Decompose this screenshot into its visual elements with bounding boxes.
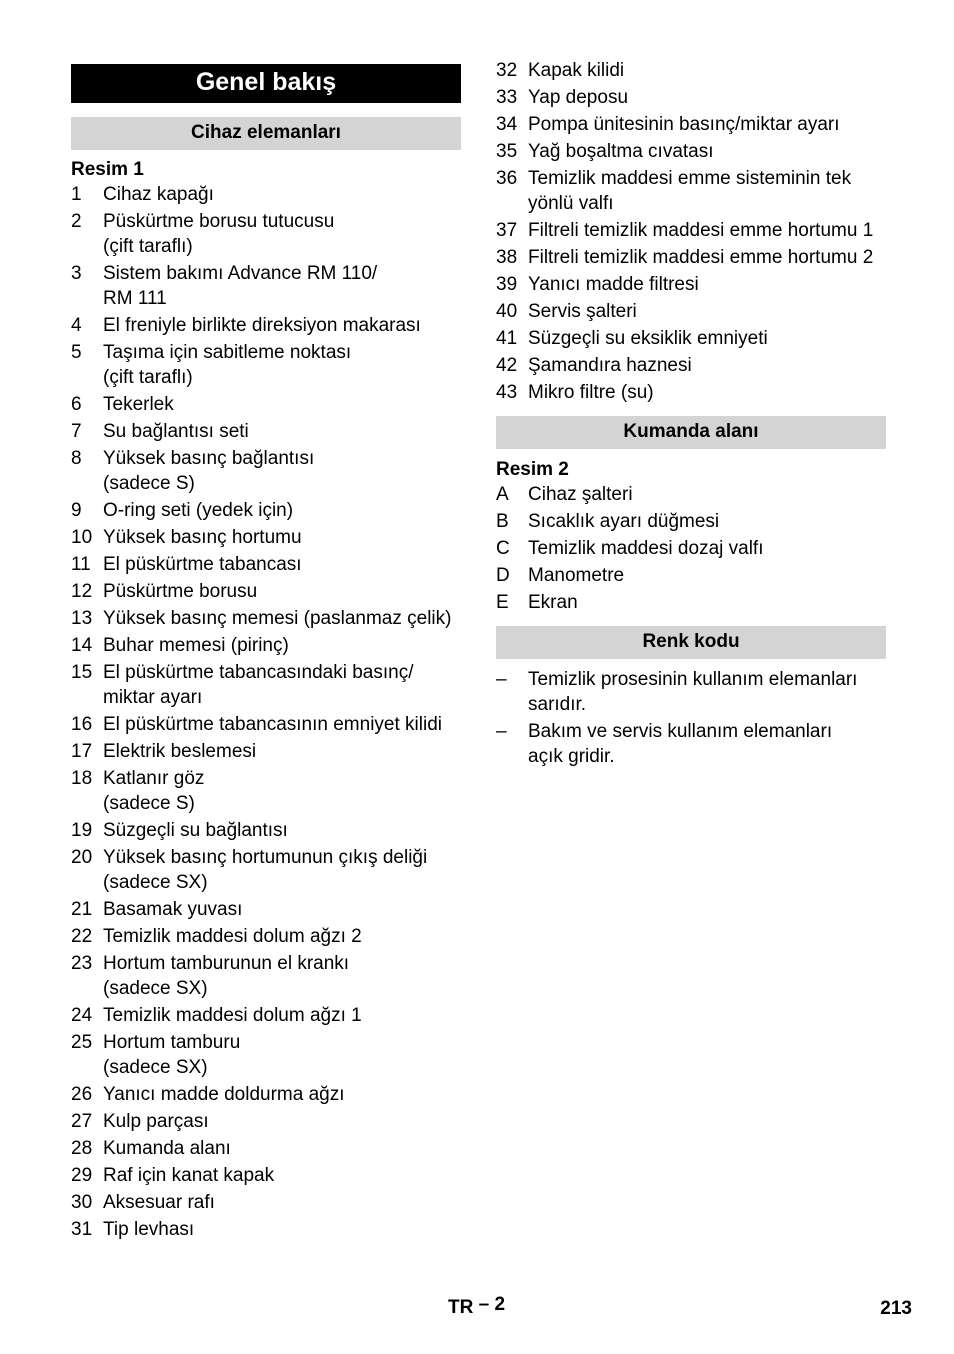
item-text: Su bağlantısı seti (103, 421, 249, 442)
list-item (71, 209, 461, 259)
item-text: Elektrik beslemesi (103, 741, 257, 762)
item-text: Kumanda alanı (103, 1138, 231, 1159)
item-number: 18 (71, 768, 93, 789)
item-number: 1 (71, 184, 82, 205)
device-parts-list-continued (496, 58, 886, 405)
item-text: Temizlik maddesi dolum ağzı 1 (103, 1005, 362, 1026)
item-number: 39 (496, 274, 518, 295)
item-number: C (496, 538, 510, 559)
list-item (71, 313, 461, 338)
list-item (71, 182, 461, 207)
item-number: 2 (71, 211, 82, 232)
item-number: 16 (71, 714, 93, 735)
item-text: Filtreli temizlik maddesi emme hortumu 1 (528, 220, 874, 241)
list-item (71, 951, 461, 1001)
item-number: – (496, 721, 507, 742)
item-number: 43 (496, 382, 518, 403)
item-text: Temizlik prosesinin kullanım elemanları sarıdır. (528, 669, 858, 715)
page-title: Genel bakış (71, 64, 461, 103)
item-number: 10 (71, 527, 93, 548)
figure-label-1: Resim 1 (71, 159, 144, 180)
item-text: O-ring seti (yedek için) (103, 500, 294, 521)
footer-lang-code: TR (448, 1297, 474, 1318)
list-item (71, 712, 461, 737)
item-text: Ekran (528, 592, 578, 613)
item-text: Püskürtme borusu (103, 581, 258, 602)
item-text: Yüksek basınç hortumunun çıkış deliği (sadece SX) (103, 847, 428, 893)
item-number: 23 (71, 953, 93, 974)
footer-language (448, 1294, 506, 1319)
item-number: 36 (496, 168, 518, 189)
item-text: Kapak kilidi (528, 60, 625, 81)
list-item (496, 380, 886, 405)
list-item (496, 58, 886, 83)
item-text: Yağ boşaltma cıvatası (528, 141, 714, 162)
list-item (71, 1190, 461, 1215)
footer-page-ref: – 2 (478, 1294, 506, 1315)
item-number: 41 (496, 328, 518, 349)
list-item (71, 1163, 461, 1188)
item-number: 24 (71, 1005, 93, 1026)
item-number: 34 (496, 114, 518, 135)
item-number: 27 (71, 1111, 93, 1132)
item-text: Temizlik maddesi dolum ağzı 2 (103, 926, 362, 947)
list-item (71, 1217, 461, 1242)
list-item (71, 261, 461, 311)
item-number: 19 (71, 820, 93, 841)
item-text: Yüksek basınç bağlantısı (sadece S) (103, 448, 315, 494)
item-text: Hortum tamburu (sadece SX) (103, 1032, 241, 1078)
list-item (71, 1030, 461, 1080)
item-text: Yüksek basınç memesi (paslanmaz çelik) (103, 608, 452, 629)
item-number: 30 (71, 1192, 93, 1213)
item-text: Temizlik maddesi dozaj valfı (528, 538, 764, 559)
item-number: 21 (71, 899, 93, 920)
list-item (496, 326, 886, 351)
list-item (71, 1082, 461, 1107)
item-number: 3 (71, 263, 82, 284)
list-item (496, 272, 886, 297)
item-text: Tip levhası (103, 1219, 195, 1240)
item-number: 32 (496, 60, 518, 81)
item-number: 4 (71, 315, 82, 336)
item-text: Yap deposu (528, 87, 629, 108)
item-text: Servis şalteri (528, 301, 637, 322)
item-number: 31 (71, 1219, 93, 1240)
list-item (71, 739, 461, 764)
item-number: – (496, 669, 507, 690)
list-item (496, 482, 886, 507)
right-column (496, 58, 886, 771)
list-item (71, 498, 461, 523)
item-text: Hortum tamburunun el krankı (sadece SX) (103, 953, 350, 999)
item-text: Süzgeçli su bağlantısı (103, 820, 288, 841)
item-number: 25 (71, 1032, 93, 1053)
item-text: Süzgeçli su eksiklik emniyeti (528, 328, 768, 349)
list-item (71, 419, 461, 444)
section-heading-device: Cihaz elemanları (71, 117, 461, 150)
item-text: Pompa ünitesinin basınç/miktar ayarı (528, 114, 840, 135)
item-number: D (496, 565, 510, 586)
item-text: Katlanır göz (sadece S) (103, 768, 205, 814)
list-item (71, 525, 461, 550)
control-panel-list (496, 482, 886, 615)
list-item (71, 766, 461, 816)
list-item (71, 552, 461, 577)
item-number: 35 (496, 141, 518, 162)
item-text: Cihaz kapağı (103, 184, 214, 205)
item-number: 28 (71, 1138, 93, 1159)
list-item (496, 245, 886, 270)
list-item (71, 446, 461, 496)
item-number: 20 (71, 847, 93, 868)
list-item (496, 667, 886, 717)
list-item (71, 924, 461, 949)
list-item (71, 340, 461, 390)
item-number: 13 (71, 608, 93, 629)
item-number: A (496, 484, 509, 505)
list-item (71, 660, 461, 710)
list-item (71, 633, 461, 658)
item-text: Mikro filtre (su) (528, 382, 654, 403)
item-number: 40 (496, 301, 518, 322)
section-heading-control: Kumanda alanı (496, 416, 886, 449)
list-item (71, 1003, 461, 1028)
item-text: Yanıcı madde doldurma ağzı (103, 1084, 345, 1105)
section-heading-color: Renk kodu (496, 626, 886, 659)
item-number: 14 (71, 635, 93, 656)
item-number: 7 (71, 421, 82, 442)
list-item (496, 536, 886, 561)
item-text: Tekerlek (103, 394, 174, 415)
item-number: 15 (71, 662, 93, 683)
list-item (496, 299, 886, 324)
list-item (71, 1109, 461, 1134)
item-number: 42 (496, 355, 518, 376)
device-parts-list (71, 182, 461, 1242)
item-text: Şamandıra haznesi (528, 355, 692, 376)
item-text: El püskürtme tabancası (103, 554, 302, 575)
list-item (496, 353, 886, 378)
item-number: 22 (71, 926, 93, 947)
item-text: Kulp parçası (103, 1111, 209, 1132)
list-item (496, 166, 886, 216)
list-item (496, 112, 886, 137)
item-number: 12 (71, 581, 93, 602)
item-text: Yanıcı madde filtresi (528, 274, 699, 295)
list-item (496, 85, 886, 110)
item-text: Manometre (528, 565, 625, 586)
item-number: 9 (71, 500, 82, 521)
item-text: Raf için kanat kapak (103, 1165, 275, 1186)
list-item (496, 719, 886, 769)
item-text: Temizlik maddesi emme sisteminin tek yönlü valfı (528, 168, 852, 214)
item-number: 38 (496, 247, 518, 268)
left-column (71, 64, 461, 1244)
list-item (496, 590, 886, 615)
figure-label-2: Resim 2 (496, 459, 569, 480)
item-text: Püskürtme borusu tutucusu (çift taraflı) (103, 211, 335, 257)
item-text: El püskürtme tabancasının emniyet kilidi (103, 714, 442, 735)
item-number: 37 (496, 220, 518, 241)
item-number: 11 (71, 554, 91, 575)
item-number: B (496, 511, 509, 532)
list-item (71, 897, 461, 922)
list-item (496, 218, 886, 243)
item-text: Sistem bakımı Advance RM 110/ RM 111 (103, 263, 378, 309)
list-item (71, 579, 461, 604)
item-number: 33 (496, 87, 518, 108)
item-number: E (496, 592, 509, 613)
item-text: Taşıma için sabitleme noktası (çift taraflı) (103, 342, 352, 388)
page-number: 213 (880, 1298, 912, 1319)
list-item (71, 392, 461, 417)
item-text: El freniyle birlikte direksiyon makarası (103, 315, 421, 336)
item-text: El püskürtme tabancasındaki basınç/ miktar ayarı (103, 662, 414, 708)
item-number: 29 (71, 1165, 93, 1186)
list-item (71, 845, 461, 895)
item-text: Cihaz şalteri (528, 484, 633, 505)
color-code-list (496, 667, 886, 769)
item-text: Aksesuar rafı (103, 1192, 215, 1213)
item-number: 17 (71, 741, 93, 762)
item-text: Yüksek basınç hortumu (103, 527, 302, 548)
item-number: 8 (71, 448, 82, 469)
item-number: 26 (71, 1084, 93, 1105)
item-number: 5 (71, 342, 82, 363)
item-text: Buhar memesi (pirinç) (103, 635, 289, 656)
item-number: 6 (71, 394, 82, 415)
list-item (71, 606, 461, 631)
list-item (71, 1136, 461, 1161)
list-item (496, 563, 886, 588)
item-text: Basamak yuvası (103, 899, 243, 920)
item-text: Sıcaklık ayarı düğmesi (528, 511, 720, 532)
list-item (496, 509, 886, 534)
list-item (71, 818, 461, 843)
item-text: Filtreli temizlik maddesi emme hortumu 2 (528, 247, 874, 268)
item-text: Bakım ve servis kullanım elemanları açık gridir. (528, 721, 833, 767)
list-item (496, 139, 886, 164)
